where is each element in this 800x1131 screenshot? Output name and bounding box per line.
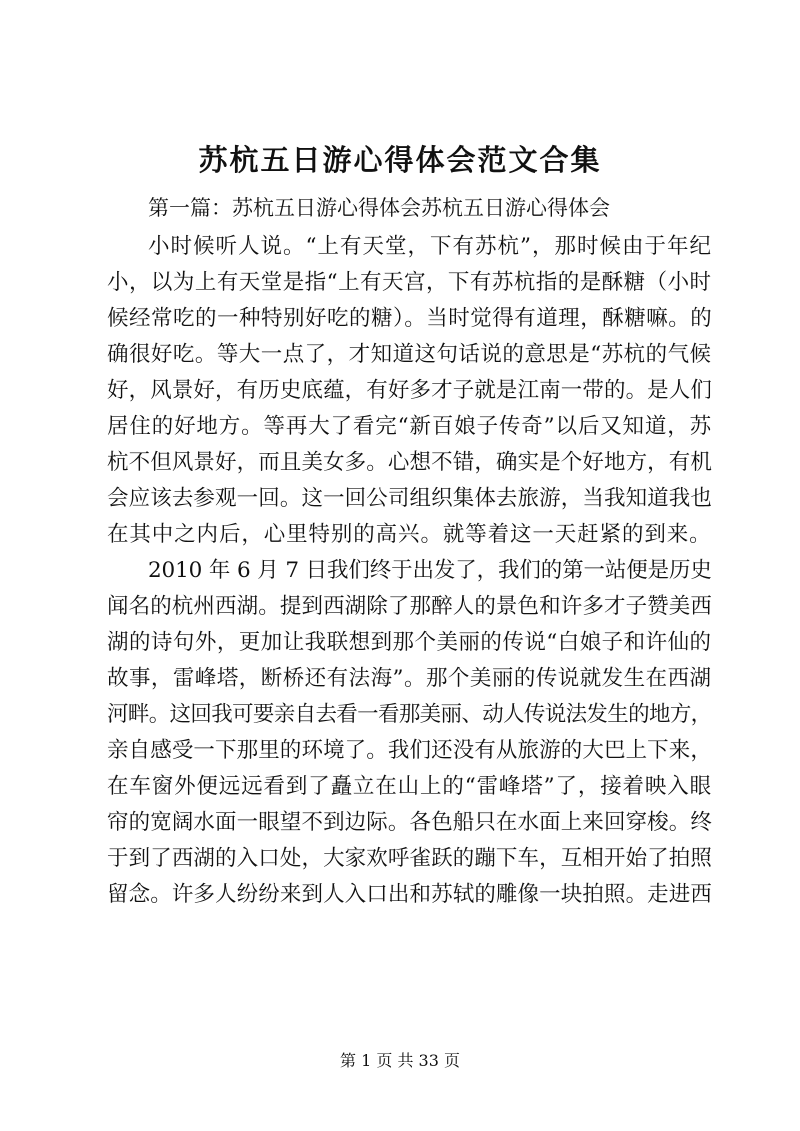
text-line: 确很好吃。等大一点了，才知道这句话说的意思是“苏杭的气候 <box>107 342 712 367</box>
text-line: 2010 年 6 月 7 日我们终于出发了，我们的第一站便是历史 <box>148 558 712 583</box>
text-line: 亲自感受一下那里的环境了。我们还没有从旅游的大巴上下来， <box>107 738 713 763</box>
text-line: 在车窗外便远远看到了矗立在山上的“雷峰塔”了，接着映入眼 <box>107 774 712 799</box>
text-line: 杭不但风景好，而且美女多。心想不错，确实是个好地方，有机 <box>107 450 713 475</box>
text-line: 留念。许多人纷纷来到人入口出和苏轼的雕像一块拍照。走进西 <box>107 882 713 907</box>
text-line: 在其中之内后，心里特别的高兴。就等着这一天赶紧的到来。 <box>107 522 712 547</box>
page-number: 第 1 页 共 33 页 <box>340 1051 460 1070</box>
text-line: 帘的宽阔水面一眼望不到边际。各色船只在水面上来回穿梭。终 <box>107 810 713 835</box>
document-title: 苏杭五日游心得体会范文合集 <box>198 143 602 177</box>
text-line: 故事，雷峰塔，断桥还有法海”。那个美丽的传说就发生在西湖 <box>107 666 712 691</box>
text-line: 会应该去参观一回。这一回公司组织集体去旅游，当我知道我也 <box>107 486 713 511</box>
text-line: 于到了西湖的入口处，大家欢呼雀跃的蹦下车，互相开始了拍照 <box>107 846 713 871</box>
text-line: 小，以为上有天堂是指“上有天宫，下有苏杭指的是酥糖（小时 <box>107 270 712 295</box>
section-heading: 第一篇：苏杭五日游心得体会苏杭五日游心得体会 <box>148 196 610 220</box>
text-line: 好，风景好，有历史底蕴，有好多才子就是江南一带的。是人们 <box>107 378 713 403</box>
text-line: 候经常吃的一种特别好吃的糖）。当时觉得有道理，酥糖嘛。的 <box>107 306 713 331</box>
text-line: 闻名的杭州西湖。提到西湖除了那醉人的景色和许多才子赞美西 <box>107 594 713 619</box>
text-line: 河畔。这回我可要亲自去看一看那美丽、动人传说法发生的地方， <box>107 702 712 727</box>
text-line: 湖的诗句外，更加让我联想到那个美丽的传说“白娘子和许仙的 <box>107 630 712 655</box>
text-line: 居住的好地方。等再大了看完“新百娘子传奇”以后又知道，苏 <box>107 414 712 439</box>
text-line: 小时候听人说。“上有天堂，下有苏杭”，那时候由于年纪 <box>148 234 712 259</box>
